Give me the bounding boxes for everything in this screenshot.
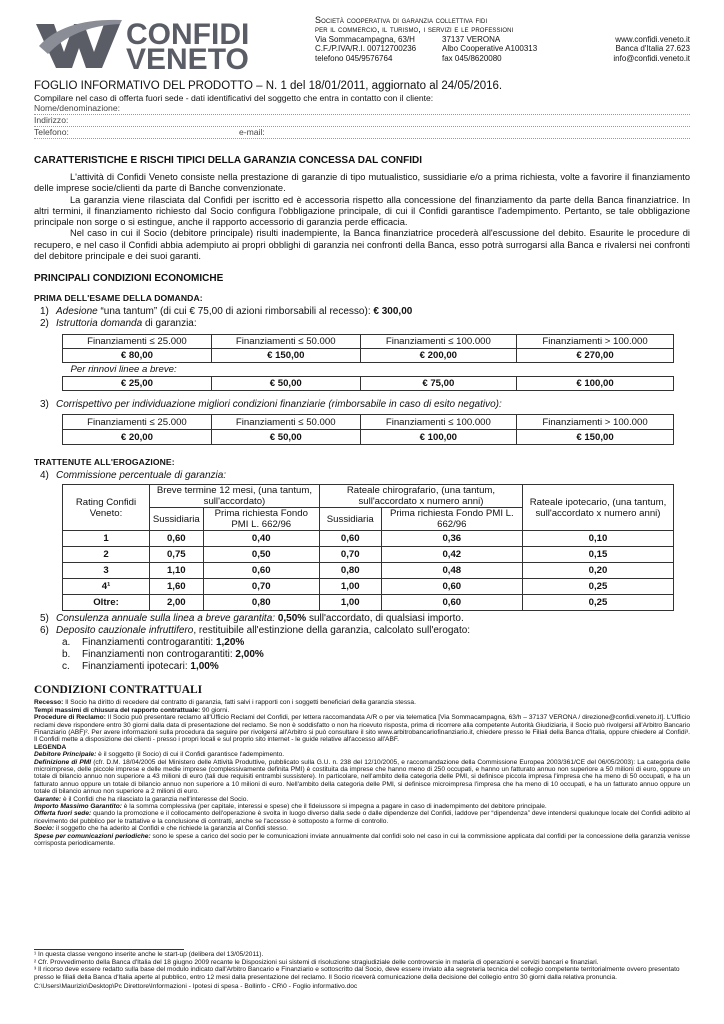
- table-cell: 0,60: [381, 579, 522, 595]
- table-cell: € 50,00: [211, 430, 360, 445]
- item-text: Commissione percentuale di garanzia:: [56, 470, 227, 482]
- table-cell: € 270,00: [517, 349, 674, 363]
- letterhead: [34, 12, 690, 70]
- item-value: € 300,00: [373, 306, 413, 318]
- table-row: [63, 547, 674, 563]
- term-label: Socio:: [34, 825, 55, 833]
- company-line2: per il commercio, il turismo, i servizi e le professioni: [315, 24, 514, 35]
- item-label: Deposito cauzionale infruttifero: [56, 625, 194, 637]
- table-cell: 1,00: [319, 579, 381, 595]
- phone-field[interactable]: Telefono:: [34, 127, 69, 137]
- subitem-a: [62, 637, 690, 648]
- subheading-before-exam: PRIMA DELL'ESAME DELLA DOMANDA:: [34, 293, 203, 304]
- table-header: Rateale ipotecario, (una tantum, sull'accordato x numero anni): [523, 485, 674, 531]
- table-row: [63, 531, 674, 547]
- table-header: Finanziamenti > 100.000: [517, 335, 674, 349]
- footnote-divider: [34, 949, 184, 950]
- item-text: sull'accordato, di qualsiasi importo.: [306, 613, 464, 625]
- table-cell: € 150,00: [211, 349, 360, 363]
- list-item-adesione: [40, 306, 690, 317]
- table-cell: € 25,00: [63, 377, 212, 391]
- item-value: 1,20%: [215, 637, 245, 649]
- list-item-consulenza: [40, 613, 690, 624]
- table-cell: 0,10: [523, 531, 674, 547]
- name-field[interactable]: Nome/denominazione:: [34, 103, 690, 115]
- tax-id: C.F./P.IVA/R.I. 00712700236: [315, 44, 417, 54]
- section-heading-economic: PRINCIPALI CONDIZIONI ECONOMICHE: [34, 273, 224, 285]
- table-cell: € 75,00: [360, 377, 516, 391]
- table-cell: 0,36: [381, 531, 522, 547]
- list-number: 2): [40, 318, 49, 330]
- table-cell: 0,75: [150, 547, 204, 563]
- item-text: “una tantum” (di cui € 75,00 di azioni rimborsabili al recesso):: [97, 306, 374, 318]
- table-cell: 1,10: [150, 563, 204, 579]
- table-cell: 0,25: [523, 595, 674, 611]
- paragraph-2: La garanzia viene rilasciata dal Confidi per iscritto ed è accessoria rispetto alla concessione del finanziamento da parte della Banca finanziatrice. In altri termini, il finanziamento richiesto dal Socio configura l'obbligazione principale, di cui il Confidi garantisce l'adempimento. Pertanto, se tale obbligazione principale non sorge o si estingue, anche il rapporto accessorio di garanzia perde efficacia.: [34, 194, 690, 228]
- item-text: Corrispettivo per individuazione migliori condizioni finanziarie (rimborsabile in caso di esito negativo):: [56, 399, 502, 411]
- item-text: Finanziamenti non controgarantiti:: [82, 649, 236, 661]
- table-header: Finanziamenti ≤ 50.000: [211, 415, 360, 430]
- term-label: Offerta fuori sede:: [34, 810, 92, 818]
- table-cell: 3: [63, 563, 150, 579]
- address-city: 37137 VERONA: [442, 34, 501, 44]
- table-cell: € 20,00: [63, 430, 212, 445]
- table-cell: € 50,00: [211, 377, 360, 391]
- title-rest: – N. 1 del 18/01/2011, aggiornato al 24/05/2016.: [256, 80, 503, 92]
- website-link[interactable]: www.confidi.veneto.it: [615, 34, 690, 44]
- table-cell: 0,80: [319, 563, 381, 579]
- term-label: Recesso:: [34, 699, 64, 707]
- item-label: Adesione: [56, 306, 98, 318]
- paragraph-1: L'attività di Confidi Veneto consiste nella prestazione di garanzie di tipo mutualistico, sussidiarie e/o a prima richiesta, volte a favorire il finanziamento delle imprese socie/clienti da parte di Banche convenzionate.: [34, 172, 690, 194]
- phone-number: telefono 045/9576764: [315, 53, 393, 63]
- list-item-corrispettivo: [40, 399, 690, 410]
- istruttoria-table: [62, 334, 674, 391]
- table-header: Sussidiaria: [319, 508, 381, 531]
- table-row: [63, 563, 674, 579]
- address-street: Via Sommacampagna, 63/H: [315, 34, 415, 44]
- term-text: Il Socio ha diritto di recedere dal contratto di garanzia, fatti salvi i rapporti con i soggetti beneficiari della garanzia stessa.: [63, 699, 416, 707]
- renew-label: Per rinnovi linee a breve:: [70, 364, 177, 376]
- offsite-note: Compilare nel caso di offerta fuori sede - dati identificativi del soggetto che entra in contatto con il cliente:: [34, 93, 434, 103]
- term-text: è il Confidi che ha rilasciato la garanzia nell'interesse del Socio.: [61, 795, 249, 803]
- list-item-commissione: [40, 470, 690, 481]
- legend-label: LEGENDA: [34, 743, 67, 751]
- table-cell: 4¹: [63, 579, 150, 595]
- table-cell: 0,25: [523, 579, 674, 595]
- term-text: 90 giorni.: [200, 706, 230, 714]
- logo-text-confidi: CONFIDI: [126, 18, 250, 51]
- item-label: Consulenza annuale sulla linea a breve garantita:: [56, 613, 276, 625]
- table-cell: € 80,00: [63, 349, 212, 363]
- contact-fields: [34, 127, 690, 139]
- footnotes: [34, 951, 690, 991]
- term-text: è il soggetto (il Socio) di cui il Confidi garantisce l'adempimento.: [96, 751, 285, 759]
- table-cell: 0,50: [203, 547, 319, 563]
- item-value: 2,00%: [235, 649, 264, 661]
- table-cell: 1,60: [150, 579, 204, 595]
- bank-id: Banca d'Italia 27.623: [615, 44, 690, 54]
- item-label: Istruttoria domanda: [56, 318, 143, 330]
- company-name: Società cooperativa di garanzia collettiva fidi: [315, 15, 488, 25]
- term-label: Debitore Principale:: [34, 751, 97, 759]
- term-label: Garante:: [34, 795, 62, 803]
- list-number: 5): [40, 613, 49, 625]
- subheading-disbursement: TRATTENUTE ALL'EROGAZIONE:: [34, 457, 175, 468]
- table-cell: 0,60: [381, 595, 522, 611]
- confidi-veneto-logo: [34, 16, 312, 70]
- table-header: Rating Confidi Veneto:: [63, 485, 150, 531]
- item-text: di garanzia:: [142, 318, 197, 330]
- table-row: [63, 579, 674, 595]
- term-text: quando la promozione e il collocamento dell'operazione è svolta in luogo diverso dalla sede o dalle dipendenze del Confidi, laddove per “dipendenza” deve intendersi qualunque locale del Confidi adibito al ricevimento del pubblico per le trattative e la conclusione di contratti, anche se l'accesso è sottoposto a forme di controllo.: [34, 810, 690, 825]
- table-header: Finanziamenti > 100.000: [517, 415, 674, 430]
- table-cell: 1: [63, 531, 150, 547]
- list-number: 3): [40, 399, 49, 411]
- list-number: 1): [40, 306, 49, 318]
- item-text: , restituibile all'estinzione della garanzia, calcolato sull'erogato:: [193, 625, 471, 637]
- term-text: è la somma complessiva (per capitale, interessi e spese) che il fideiussore si impegna a pagare in caso di inadempimento del debitore principale.: [121, 803, 547, 811]
- albo-id: Albo Cooperative A100313: [442, 44, 538, 54]
- table-cell: 0,40: [203, 531, 319, 547]
- list-item-istruttoria: [40, 318, 690, 329]
- term-label: Tempi massimi di chiusura del rapporto contrattuale:: [34, 706, 201, 714]
- table-header: Finanziamenti ≤ 100.000: [360, 335, 516, 349]
- table-cell: 0,60: [319, 531, 381, 547]
- document-page: [34, 12, 690, 848]
- subitem-c: [62, 661, 690, 672]
- title-main: FOGLIO INFORMATIVO DEL PRODOTTO: [34, 80, 253, 92]
- table-cell: 0,70: [319, 547, 381, 563]
- fax-number: fax 045/8620080: [442, 53, 502, 63]
- list-number: b.: [62, 649, 71, 661]
- term-text: sono le spese a carico del socio per le comunicazioni inviate annualmente dal confidi solo nel caso in cui la commissione applicata dal confidi per la concessione della garanzia venisse corrisposta periodicamente.: [34, 832, 690, 848]
- list-number: 6): [40, 625, 49, 637]
- table-header: Prima richiesta Fondo PMI L. 662/96: [381, 508, 522, 531]
- term-label: Spese per comunicazioni periodiche:: [34, 832, 151, 840]
- list-number: 4): [40, 470, 49, 482]
- table-cell: € 200,00: [360, 349, 516, 363]
- term-text: il soggetto che ha aderito al Confidi e che richiede la garanzia al Confidi stesso.: [54, 825, 289, 833]
- term-text: Il Socio può presentare reclamo all'Ufficio Reclami del Confidi, per lettera raccomandata A/R o per via telematica [Via Sommacampagna, 63/h – 37137 VERONA / direzione@confidi.veneto.it]. L'Ufficio reclami deve rispondere entro 30 giorni dalla data di presentazione del reclamo. Se non è soddisfatto o non ha ricevuto risposta, prima di ricorrere alla competente Autorità Giudiziaria, il Socio può rivolgersi all'Arbitro Bancario Finanziario (ABF)². Per avere informazioni sulla procedura da seguire per rivolgersi all'Arbitro si può consultare il sito www.arbitrobancariofinanziario.it, chiedere presso le Filiali della Banca d'Italia, oppure chiedere al Confidi³. Il Confidi mette a disposizione dei clienti - presso i propri locali e sul proprio sito internet - le guide relative all'accesso all'ABF.: [34, 714, 691, 744]
- table-header: Finanziamenti ≤ 25.000: [63, 415, 212, 430]
- table-cell: 1,00: [319, 595, 381, 611]
- table-row: [63, 595, 674, 611]
- file-path: C:\Users\Maurizio\Desktop\Pc Direttore\Informazioni - Ipotesi di spesa - Bollinfo - CR\0 - Foglio informativo.doc: [34, 983, 358, 991]
- term-label: Definizione di PMI: [34, 758, 92, 766]
- logo-text-veneto: VENETO: [126, 43, 249, 70]
- table-header: Rateale chirografario, (una tantum, sull'accordato x numero anni): [319, 485, 522, 508]
- list-number: a.: [62, 637, 71, 649]
- table-cell: 2,00: [150, 595, 204, 611]
- section-heading-characteristics: CARATTERISTICHE E RISCHI TIPICI DELLA GARANZIA CONCESSA DAL CONFIDI: [34, 155, 422, 166]
- footnote-3: ³ Il ricorso deve essere redatto sulla base del modulo indicato dall'Arbitro Bancario e Finanziario e sottoscritto dal Socio, deve essere inviato alla segreteria tecnica del collegio competente territorialmente ovvero presentato presso le filiali della Banca d'Italia aperte al pubblico, entro 12 mesi dalla presentazione del reclamo. Il Socio riceverà comunicazione della decisione del collegio entro 30 giorni dalla relativa pronuncia.: [34, 966, 680, 981]
- table-cell: 2: [63, 547, 150, 563]
- item-text: Finanziamenti ipotecari:: [82, 661, 191, 673]
- email-link[interactable]: info@confidi.veneto.it: [613, 53, 690, 63]
- table-cell: € 150,00: [517, 430, 674, 445]
- table-cell: 0,42: [381, 547, 522, 563]
- table-cell: 0,60: [150, 531, 204, 547]
- item-text: Finanziamenti controgarantiti:: [82, 637, 216, 649]
- table-header: Finanziamenti ≤ 50.000: [211, 335, 360, 349]
- commission-table: [62, 484, 674, 611]
- item-value: 1,00%: [190, 661, 219, 673]
- table-cell: 0,80: [203, 595, 319, 611]
- document-title: [34, 80, 690, 92]
- table-header: Finanziamenti ≤ 25.000: [63, 335, 212, 349]
- table-cell: 0,15: [523, 547, 674, 563]
- item-value: 0,50%: [275, 613, 307, 625]
- table-header: Finanziamenti ≤ 100.000: [360, 415, 516, 430]
- footnote-1: ¹ In questa classe vengono inserite anche le start-up (delibera del 13/05/2011).: [34, 951, 264, 958]
- table-header: Prima richiesta Fondo PMI L. 662/96: [203, 508, 319, 531]
- table-cell: 0,20: [523, 563, 674, 579]
- list-number: c.: [62, 661, 70, 673]
- table-cell: € 100,00: [517, 377, 674, 391]
- table-cell: 0,48: [381, 563, 522, 579]
- list-item-deposito: [40, 625, 690, 636]
- corrispettivo-table: [62, 414, 674, 445]
- footnote-2: ² Cfr. Provvedimento della Banca d'Italia del 18 giugno 2009 recante le Disposizioni sui sistemi di risoluzione stragiudiziale delle controversie in materia di operazioni e servizi bancari e finanziari.: [34, 958, 599, 966]
- table-cell: 0,70: [203, 579, 319, 595]
- term-label: Importo Massimo Garantito:: [34, 803, 122, 811]
- table-cell: 0,60: [203, 563, 319, 579]
- term-label: Procedure di Reclamo:: [34, 714, 106, 722]
- paragraph-3: Nel caso in cui il Socio (debitore principale) risulti inadempiente, la Banca finanziatrice procederà all'escussione del debito. Esaurite le procedure di recupero, e nel caso il Confidi abbia adempiuto ai propri obblighi di garanzia nei confronti della Banca, esso potrà surrogarsi alla Banca e rivalersi nei confronti del debitore principale e dei suoi garanti.: [34, 228, 690, 262]
- subitem-b: [62, 649, 690, 660]
- table-cell: € 100,00: [360, 430, 516, 445]
- address-field[interactable]: Indirizzo:: [34, 115, 690, 127]
- table-header: Sussidiaria: [150, 508, 204, 531]
- term-text: (cfr. D.M. 18/04/2005 del Ministero delle Attività Produttive, pubblicato sulla G.U. n. 238 del 12/10/2005, e raccomandazione della Commissione Europea 2003/361/CE del 06/05/2003): La categoria delle microimprese, delle piccole imprese e delle medie imprese (complessivamente definita PMI) è costituita da imprese che hanno meno di 250 occupati, e hanno un fatturato annuo non superiore a 50 milioni di euro, oppure un totale di bilancio annuo non superiore a 43 milioni di euro (tali due requisiti entrambi sussistere). In particolare, nell'ambito della categoria delle PMI, si definisce piccola impresa l'impresa che ha meno di 50 occupati, e ha un fatturato annuo oppure un totale di bilancio annuo non superiore a 10 milioni di euro. Nell'ambito della categoria delle PMI, si definisce microimpresa l'impresa che ha meno di 10 occupati, e ha un fatturato annuo oppure un totale di bilancio annuo non superiore a 2 milioni di euro.: [34, 758, 690, 796]
- contract-conditions: [34, 699, 690, 847]
- section-heading-contract: CONDIZIONI CONTRATTUALI: [34, 684, 203, 697]
- table-cell: Oltre:: [63, 595, 150, 611]
- table-header: Breve termine 12 mesi, (una tantum, sull'accordato): [150, 485, 320, 508]
- email-field[interactable]: e-mail:: [239, 127, 265, 137]
- company-info: [315, 16, 690, 63]
